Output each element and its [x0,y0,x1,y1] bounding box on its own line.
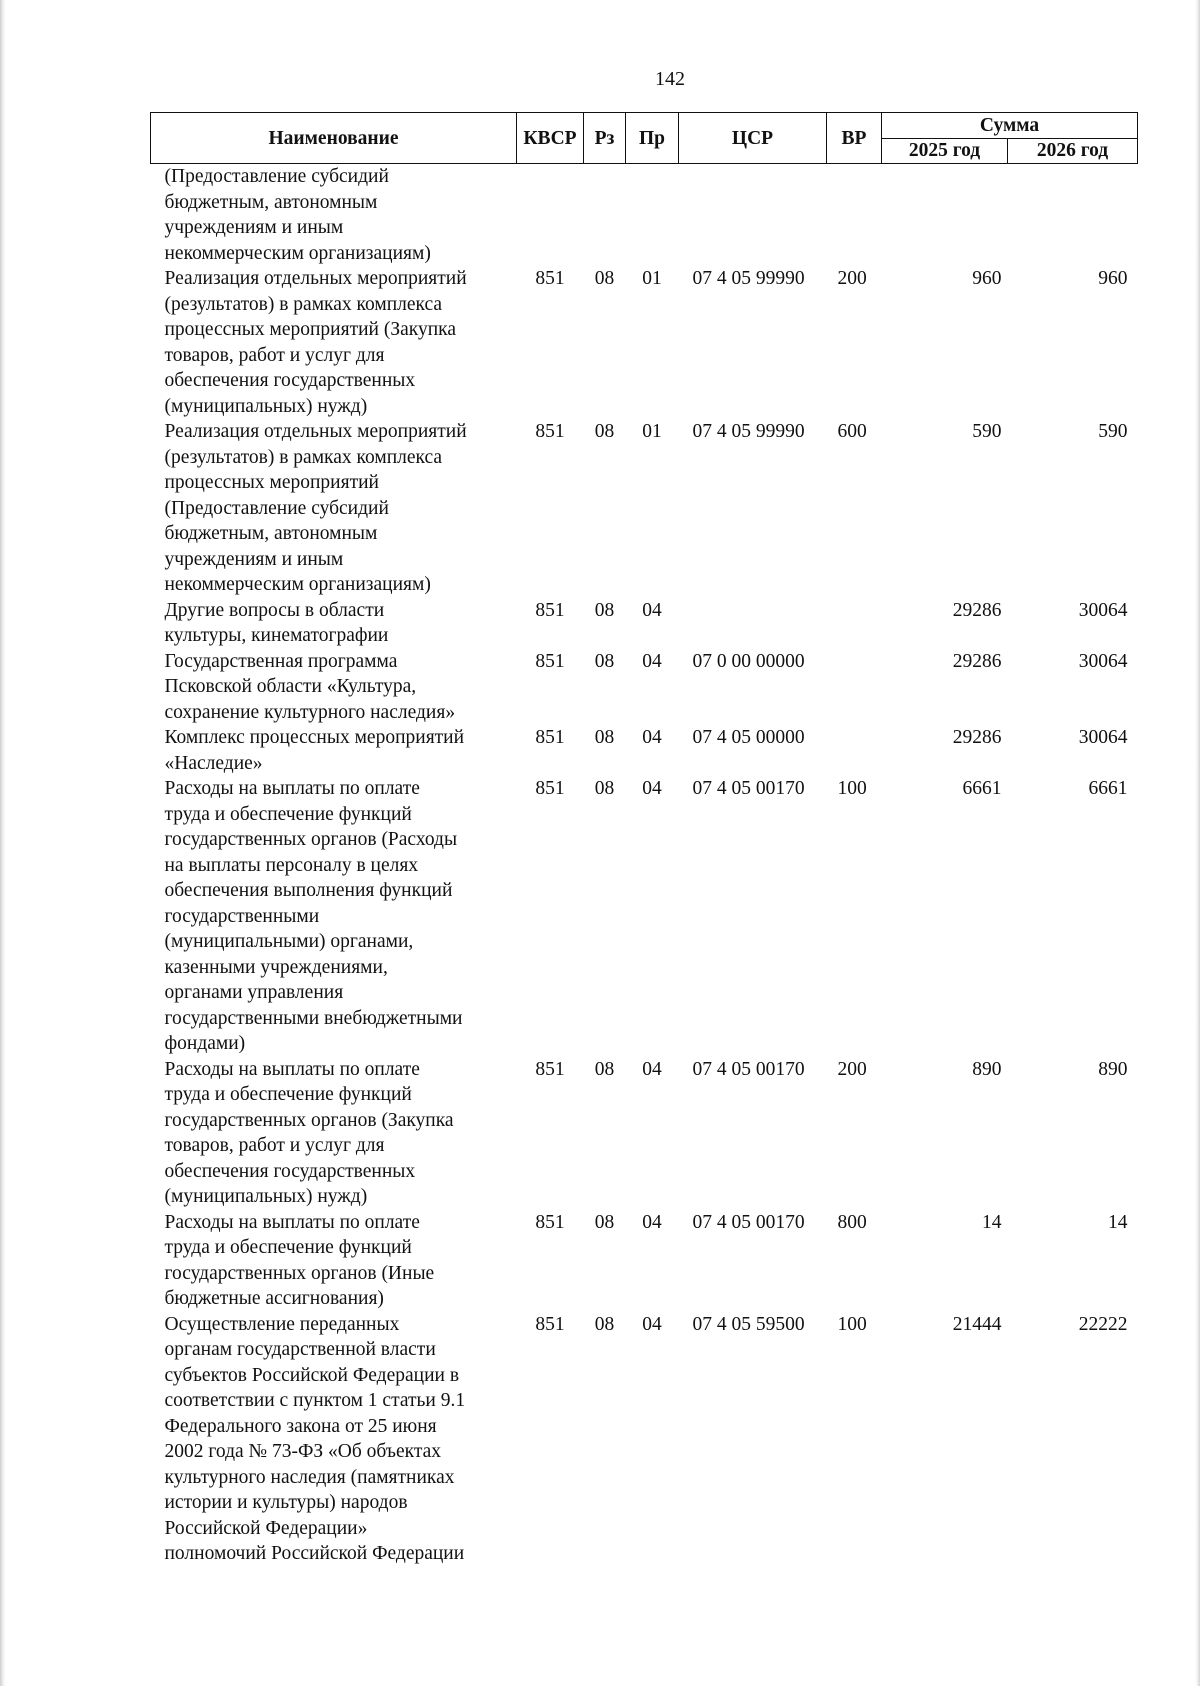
row-sum-2026: 14 [1108,1211,1128,1233]
row-kvsr: 851 [535,1313,565,1335]
row-name-line: процессных мероприятий (Закупка [164,319,456,340]
row-sum-2026: 22222 [1078,1313,1128,1335]
row-vr [827,164,882,267]
row-rz: 08 [594,778,615,799]
header-rz: Рз [584,113,626,164]
row-name-line: обеспечения государственных [164,370,416,391]
row-pr: 04 [642,778,662,799]
row-name-line: (Предоставление субсидий [164,166,389,187]
row-name-line: культуры, кинематографии [164,625,389,646]
row-name-line: государственных органов (Закупка [164,1109,454,1131]
row-vr: 600 [837,421,867,442]
row-rz: 08 [594,650,615,672]
row-name-cell [151,266,517,419]
row-name-line: культурного наследия (памятниках [164,1466,455,1488]
budget-table [150,112,1138,1567]
row-name-cell [151,1057,517,1210]
row-pr: 04 [642,1058,662,1080]
header-name: Наименование [151,113,517,164]
row-name-line: Осуществление переданных [164,1313,400,1335]
row-sum-2026: 30064 [1078,727,1128,748]
row-kvsr: 851 [535,1211,565,1233]
row-name-line: Реализация отдельных мероприятий [164,421,467,442]
row-kvsr: 851 [535,599,565,621]
row-csr [679,598,827,649]
row-name-cell [151,598,517,649]
table-row [151,776,1138,1057]
row-name-line: полномочий Российской Федерации [164,1543,465,1564]
row-kvsr [517,164,584,267]
row-csr [679,164,827,267]
row-name-line: учреждениям и иным [164,548,344,570]
row-vr: 200 [837,268,867,289]
row-sum-2025: 29286 [952,650,1002,672]
row-sum-2026: 960 [1098,268,1128,289]
row-sum-2026: 30064 [1078,599,1128,621]
row-csr: 07 4 05 59500 [692,1313,805,1335]
row-sum-2025: 29286 [952,599,1002,621]
header-year-2026: 2026 год [1008,138,1138,164]
row-rz: 08 [594,268,615,289]
row-name-line: государственных органов (Иные [164,1262,435,1284]
row-vr [827,725,882,776]
row-csr: 07 4 05 99990 [692,268,805,289]
header-pr: Пр [626,113,679,164]
row-csr: 07 4 05 00000 [692,727,805,748]
row-sum-2025: 21444 [952,1313,1002,1335]
row-sum-2025 [882,164,1008,267]
row-name-cell [151,164,517,267]
row-name-line: Другие вопросы в области [164,599,385,621]
row-name-line: бюджетные ассигнования) [164,1288,384,1309]
scan-edge-right [1195,0,1200,1686]
row-name-line: Реализация отдельных мероприятий [164,268,467,289]
row-kvsr: 851 [535,268,565,289]
row-name-line: (результатов) в рамках комплекса [164,293,443,315]
row-name-cell [151,419,517,598]
row-sum-2026: 6661 [1088,778,1128,799]
row-name-line: бюджетным, автономным [164,191,378,213]
row-sum-2025: 890 [972,1058,1002,1080]
row-pr: 04 [642,599,662,621]
row-kvsr: 851 [535,727,565,748]
row-csr: 07 4 05 00170 [692,1211,805,1233]
row-vr: 800 [837,1211,867,1233]
row-vr [827,598,882,649]
row-sum-2026: 30064 [1078,650,1128,672]
table-row [151,419,1138,598]
row-name-line: «Наследие» [164,752,263,774]
row-rz: 08 [594,727,615,748]
row-sum-2025: 6661 [962,778,1002,799]
row-kvsr: 851 [535,1058,565,1080]
row-vr: 100 [837,778,867,799]
row-name-line: соответствии с пунктом 1 статьи 9.1 [164,1390,466,1411]
table-row [151,649,1138,726]
row-pr: 04 [642,1313,662,1335]
table-row [151,164,1138,267]
table-row [151,1312,1138,1567]
row-name-line: товаров, работ и услуг для [164,344,385,366]
header-kvsr: КВСР [517,113,584,164]
row-name-line: Расходы на выплаты по оплате [164,778,420,799]
table-row [151,598,1138,649]
table-body [151,164,1138,1567]
row-name-line: некоммерческим организациям) [164,574,431,595]
row-name-line: государственными [164,905,320,927]
row-sum-2026: 590 [1098,421,1128,442]
row-name-cell [151,776,517,1057]
table-row [151,725,1138,776]
row-sum-2025: 960 [972,268,1002,289]
row-name-line: труда и обеспечение функций [164,1237,412,1258]
row-rz [584,164,626,267]
page-number: 142 [655,68,685,90]
row-name-line: обеспечения выполнения функций [164,880,453,901]
row-name-line: обеспечения государственных [164,1160,416,1182]
row-name-line: органам государственной власти [164,1339,436,1360]
row-vr: 100 [837,1313,867,1335]
row-name-line: Федерального закона от 25 июня [164,1415,437,1437]
row-name-line: Государственная программа [164,650,398,672]
row-name-line: фондами) [164,1033,246,1054]
row-name-line: (муниципальными) органами, [164,931,414,952]
row-kvsr: 851 [535,421,565,442]
row-rz: 08 [594,1211,615,1233]
row-kvsr: 851 [535,778,565,799]
header-year-2025: 2025 год [882,138,1008,164]
header-csr: ЦСР [679,113,827,164]
row-name-line: труда и обеспечение функций [164,803,412,825]
row-pr [626,164,679,267]
row-name-line: государственных органов (Расходы [164,829,458,850]
row-name-line: (муниципальных) нужд) [164,1186,368,1207]
row-rz: 08 [594,421,615,442]
row-name-line: товаров, работ и услуг для [164,1135,385,1156]
row-csr: 07 0 00 00000 [692,650,805,672]
row-name-line: истории и культуры) народов [164,1492,408,1513]
row-name-line: Российской Федерации» [164,1517,368,1539]
row-rz: 08 [594,599,615,621]
row-name-line: государственными внебюджетными [164,1007,463,1029]
row-vr [827,649,882,726]
row-name-line: Расходы на выплаты по оплате [164,1058,420,1080]
row-sum-2025: 14 [982,1211,1002,1233]
row-pr: 01 [642,421,662,442]
row-pr: 04 [642,650,662,672]
row-name-line: некоммерческим организациям) [164,242,431,264]
row-name-line: учреждениям и иным [164,217,344,238]
row-sum-2026: 890 [1098,1058,1128,1080]
row-sum-2025: 29286 [952,727,1002,748]
header-sum: Сумма [882,113,1138,139]
row-name-line: Расходы на выплаты по оплате [164,1211,420,1233]
table-row [151,1057,1138,1210]
row-csr: 07 4 05 00170 [692,1058,805,1080]
row-name-line: (Предоставление субсидий [164,497,389,519]
row-pr: 01 [642,268,662,289]
row-rz: 08 [594,1058,615,1080]
row-name-line: на выплаты персоналу в целях [164,854,419,876]
row-name-line: бюджетным, автономным [164,523,378,544]
row-name-line: Псковской области «Культура, [164,676,417,697]
row-name-line: сохранение культурного наследия» [164,701,456,723]
table-row [151,1210,1138,1312]
header-vr: ВР [827,113,882,164]
row-name-line: 2002 года № 73-ФЗ «Об объектах [164,1441,441,1462]
row-vr: 200 [837,1058,867,1080]
row-name-line: процессных мероприятий [164,472,379,493]
row-name-line: труда и обеспечение функций [164,1084,412,1105]
row-name-cell [151,649,517,726]
row-kvsr: 851 [535,650,565,672]
row-sum-2025: 590 [972,421,1002,442]
row-name-cell [151,1210,517,1312]
row-rz: 08 [594,1313,615,1335]
table-row [151,266,1138,419]
scan-edge-left [0,0,6,1686]
row-csr: 07 4 05 99990 [692,421,805,442]
row-name-line: (результатов) в рамках комплекса [164,446,443,468]
row-name-line: субъектов Российской Федерации в [164,1364,460,1386]
row-name-line: органами управления [164,982,344,1003]
row-name-line: Комплекс процессных мероприятий [164,727,465,748]
row-pr: 04 [642,727,662,748]
row-sum-2026 [1008,164,1138,267]
row-name-cell [151,1312,517,1567]
row-csr: 07 4 05 00170 [692,778,805,799]
row-name-line: казенными учреждениями, [164,956,388,978]
row-pr: 04 [642,1211,662,1233]
row-name-line: (муниципальных) нужд) [164,395,368,417]
row-name-cell [151,725,517,776]
